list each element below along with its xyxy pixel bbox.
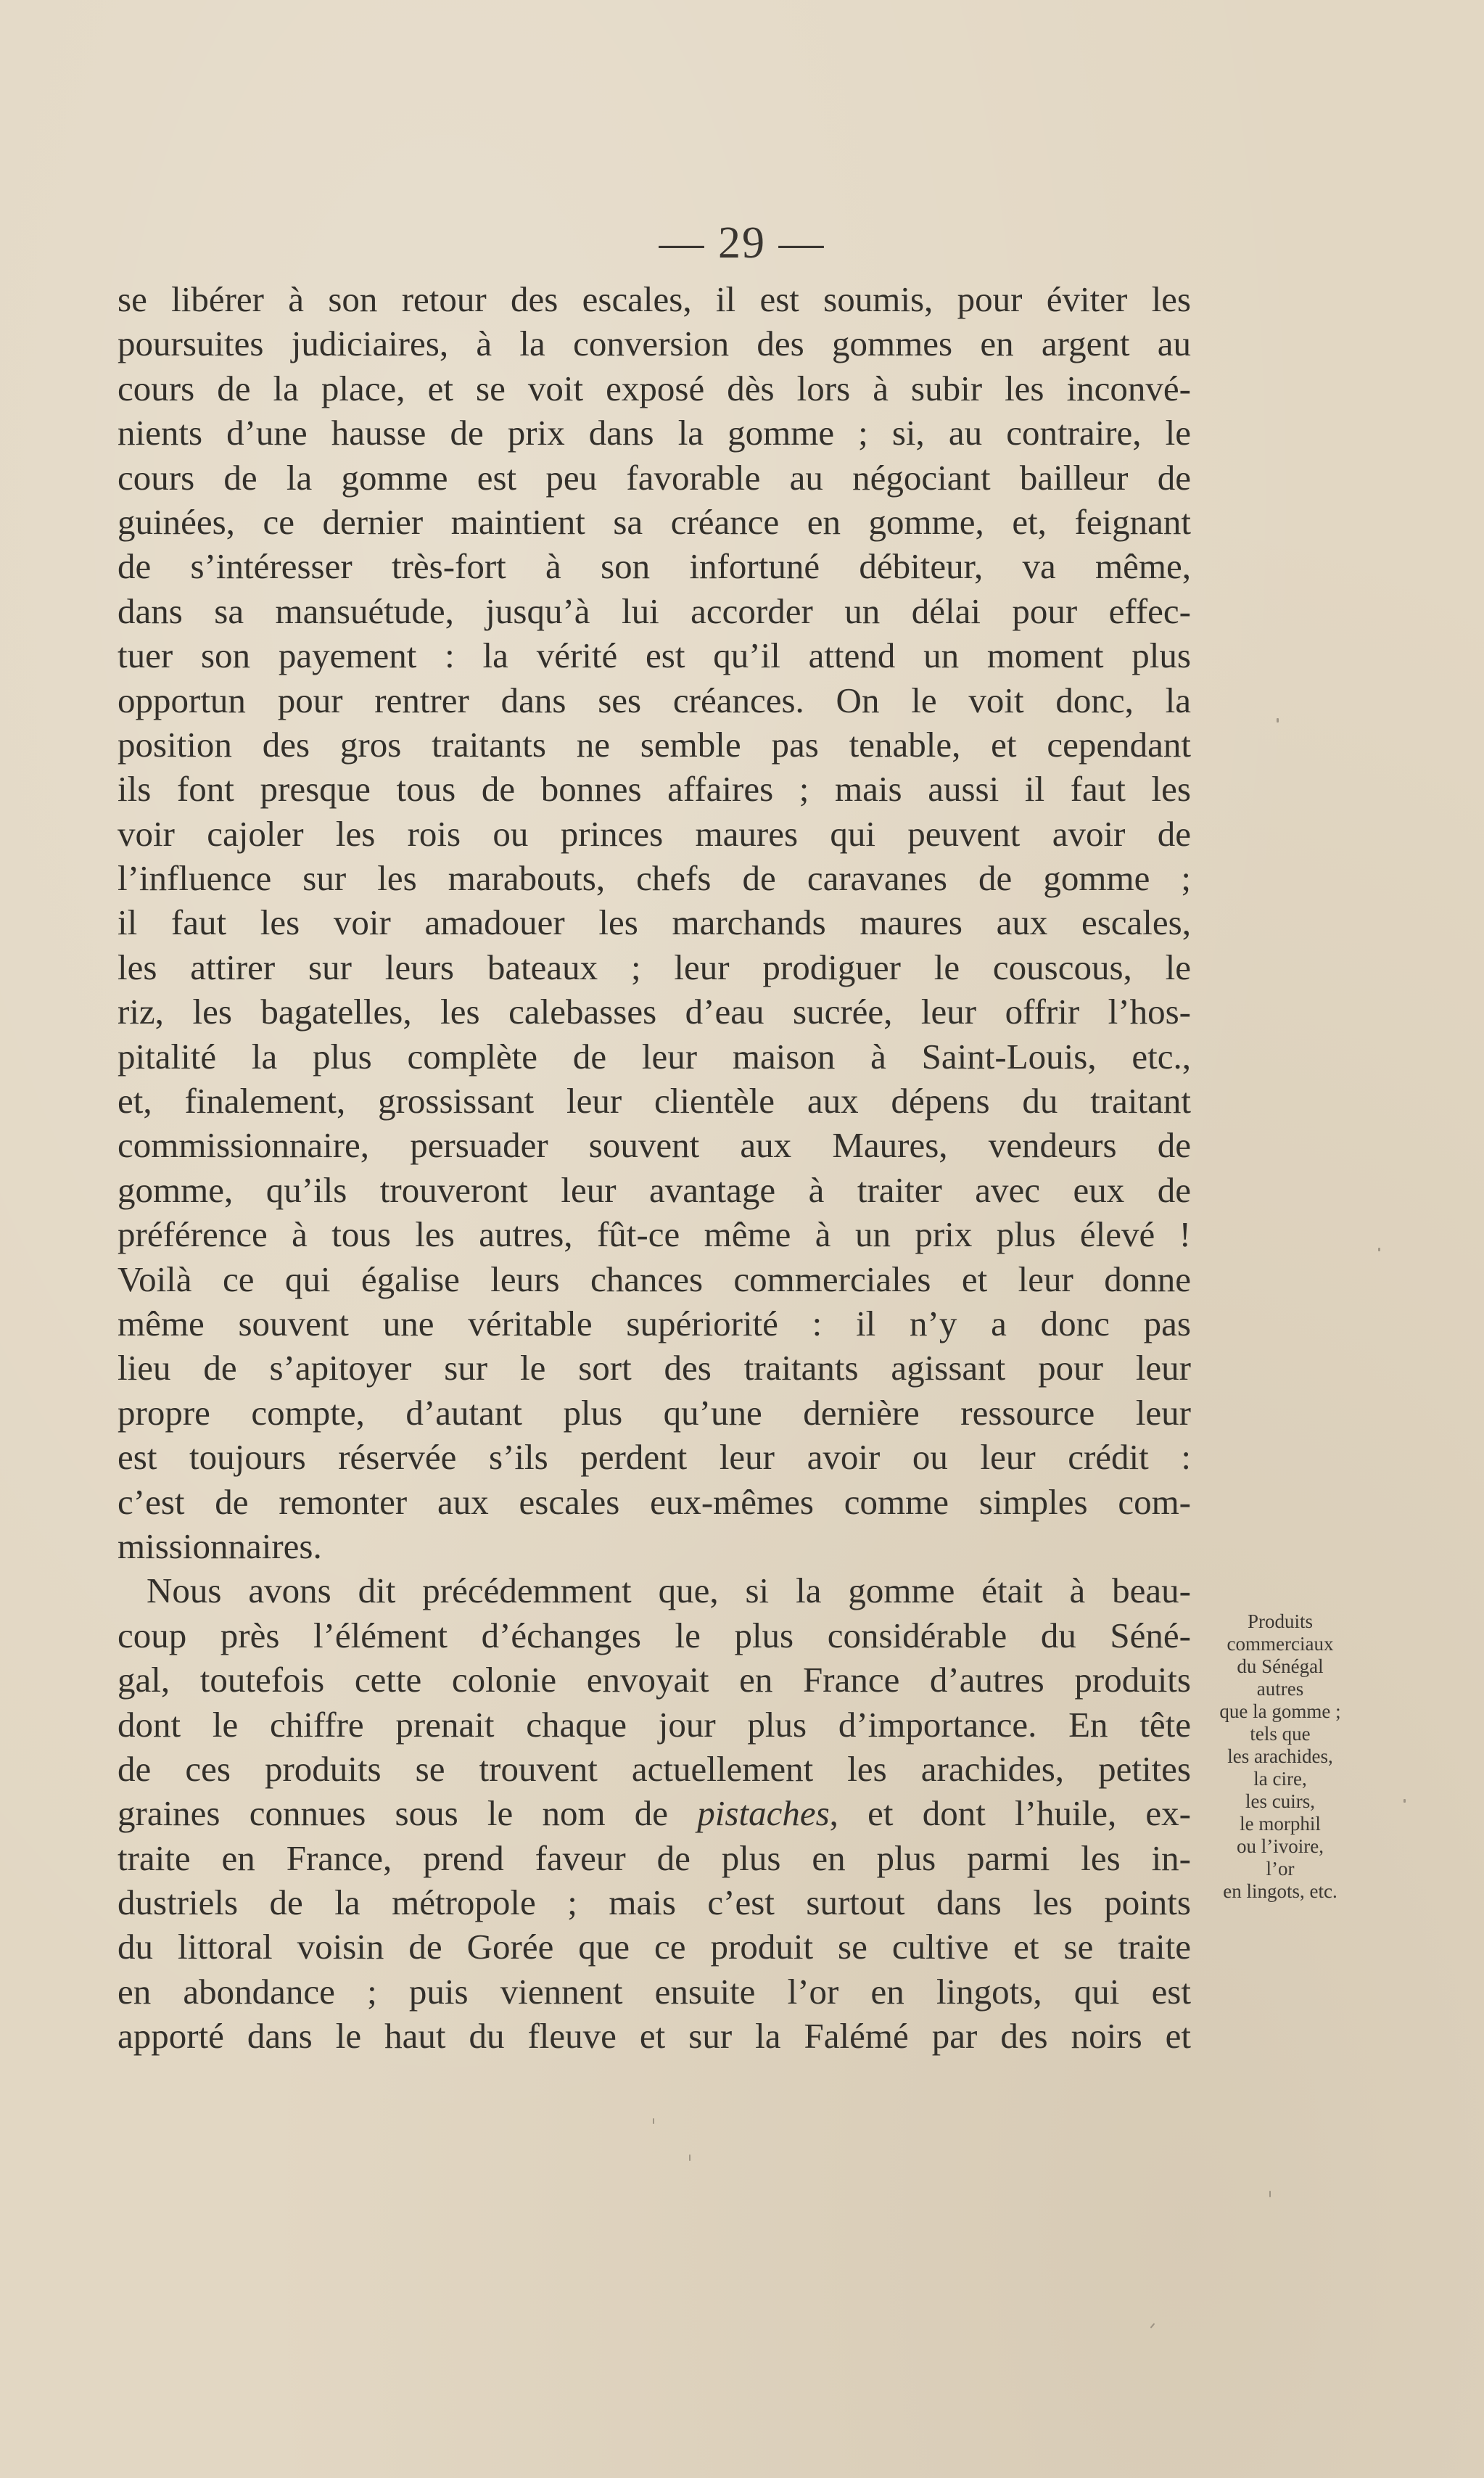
paper-speck [1378,1248,1380,1251]
paper-speck [653,2118,654,2124]
text-line: gomme, qu’ils trouveront leur avantage à traiter avec eux de [118,1169,1191,1210]
text-line: gal, toutefois cette colonie envoyait en France d’autres produits [118,1660,1191,1700]
text-line: poursuites judiciaires, à la conversion des gommes en argent au [118,324,1191,364]
text-line: dont le chiffre prenait chaque jour plus d’importance. En tête [118,1704,1191,1745]
text-line: et, finalement, grossissant leur clientèle aux dépens du traitant [118,1081,1191,1121]
text-line: missionnaires. [118,1526,322,1566]
text-line: est toujours réservée s’ils perdent leur avoir ou leur crédit : [118,1437,1191,1478]
body-text [118,277,1191,2059]
margin-note-line: les cuirs, [1245,1790,1315,1812]
text-line: tuer son payement : la vérité est qu’il attend un moment plus [118,635,1191,676]
text-line: il faut les voir amadouer les marchands maures aux escales, [118,902,1191,943]
paragraph-start-line: Nous avons dit précédemment que, si la gomme était à beau- [147,1571,1191,1611]
text-line: opportun pour rentrer dans ses créances. On le voit donc, la [118,680,1191,720]
paper-speck [689,2154,691,2161]
text-line: voir cajoler les rois ou princes maures qui peuvent avoir de [118,813,1191,854]
text-line: cours de la place, et se voit exposé dès lors à subir les inconvé- [118,368,1191,408]
margin-note-line: Produits [1247,1610,1314,1632]
text-line: cours de la gomme est peu favorable au négociant bailleur de [118,457,1191,498]
margin-note-line: commerciaux [1227,1633,1334,1655]
margin-note-line: du Sénégal [1237,1655,1324,1677]
margin-note-line: que la gomme ; [1219,1700,1341,1722]
margin-note-line: les arachides, [1227,1745,1333,1767]
text-line: de ces produits se trouvent actuellement les arachides, petites [118,1748,1191,1789]
text-line: coup près l’élément d’échanges le plus considérable du Séné- [118,1615,1191,1655]
text-line: c’est de remonter aux escales eux-mêmes comme simples com- [118,1481,1191,1522]
margin-note-line: la cire, [1253,1768,1307,1790]
text-line: même souvent une véritable supériorité : il n’y a donc pas [118,1303,1191,1343]
text-line: apporté dans le haut du fleuve et sur la Falémé par des noirs et [118,2016,1191,2057]
paper-speck [1269,2191,1271,2197]
text-line: pitalité la plus complète de leur maison à Saint-Louis, etc., [118,1036,1191,1077]
text-line: de s’intéresser très-fort à son infortuné débiteur, va même, [118,546,1191,587]
text-line: les attirer sur leurs bateaux ; leur prodiguer le couscous, le [118,947,1191,987]
text-line: position des gros traitants ne semble pas tenable, et cependant [118,724,1191,765]
margin-note [1182,1610,1378,1903]
text-line: en abondance ; puis viennent ensuite l’or en lingots, qui est [118,1971,1191,2012]
margin-note-line: l’or [1266,1858,1295,1880]
margin-note-line: autres [1256,1678,1304,1700]
margin-note-line: le morphil [1240,1813,1321,1835]
text-line: l’influence sur les marabouts, chefs de caravanes de gomme ; [118,858,1191,899]
text-line: traite en France, prend faveur de plus en plus parmi les in- [118,1837,1191,1878]
text-line: du littoral voisin de Gorée que ce produit se cultive et se traite [118,1927,1191,1967]
text-line: guinées, ce dernier maintient sa créance en gomme, et, feignant [118,501,1191,542]
text-line: préférence à tous les autres, fût-ce même à un prix plus élevé ! [118,1214,1191,1255]
margin-note-line: tels que [1250,1723,1311,1745]
margin-note-line: en lingots, etc. [1223,1880,1337,1902]
text-line: riz, les bagatelles, les calebasses d’eau sucrée, leur offrir l’hos- [118,992,1191,1032]
text-line: Voilà ce qui égalise leurs chances commerciales et leur donne [118,1259,1191,1299]
margin-note-line: ou l’ivoire, [1237,1835,1324,1857]
text-line: propre compte, d’autant plus qu’une dernière ressource leur [118,1392,1191,1433]
text-line: se libérer à son retour des escales, il est soumis, pour éviter les [118,279,1191,319]
text-line-with-italic: graines connues sous le nom de pistaches, et dont l’huile, ex- [118,1793,1191,1834]
text-line: dustriels de la métropole ; mais c’est surtout dans les points [118,1882,1191,1923]
text-line: commissionnaire, persuader souvent aux Maures, vendeurs de [118,1125,1191,1166]
page-number: — 29 — [659,218,825,268]
text-line: ils font presque tous de bonnes affaires ; mais aussi il faut les [118,769,1191,810]
paper-speck [1277,718,1279,723]
paper-speck [1403,1799,1406,1803]
text-line: lieu de s’apitoyer sur le sort des traitants agissant pour leur [118,1348,1191,1388]
text-line: dans sa mansuétude, jusqu’à lui accorder un délai pour effec- [118,590,1191,631]
italic-word: pistaches [697,1793,830,1834]
text-line: nients d’une hausse de prix dans la gomme ; si, au contraire, le [118,413,1191,453]
